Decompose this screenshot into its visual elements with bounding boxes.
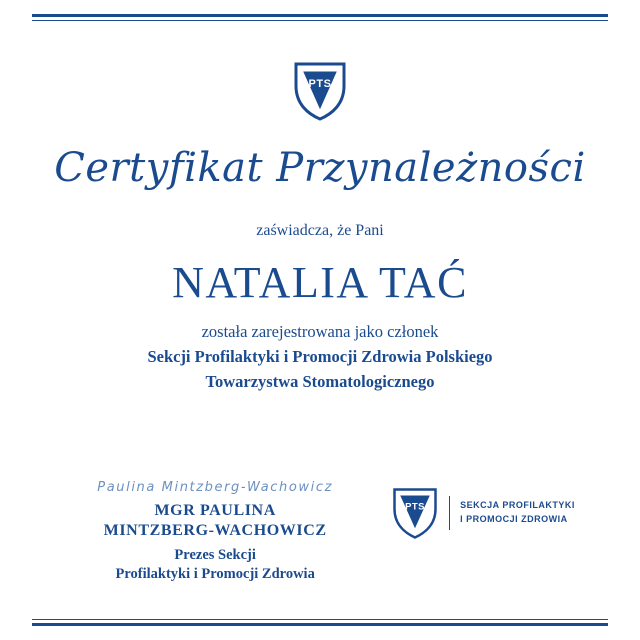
body-line-1: została zarejestrowana jako członek: [201, 322, 439, 342]
pts-triangle-shield-icon: [292, 60, 348, 122]
signer-name: [65, 501, 365, 541]
organisation-name: [460, 499, 575, 527]
certificate-subtitle: zaświadcza, że Pani: [256, 222, 384, 239]
handwritten-signature: Paulina Mintzberg-Wachowicz: [97, 480, 334, 496]
signer-role-line-1: Prezes Sekcji: [174, 547, 256, 564]
signer-name-line-1: MGR PAULINA: [154, 502, 276, 520]
recipient-name: NATALIA TAĆ: [172, 258, 468, 307]
svg-text:PTS: PTS: [308, 78, 332, 90]
certificate-body: [147, 320, 492, 394]
signer-role-line-2: Profilaktyki i Promocji Zdrowia: [115, 566, 315, 583]
signature-block: [65, 480, 365, 584]
svg-text:PTS: PTS: [405, 501, 425, 513]
pts-triangle-shield-icon-footer: [391, 486, 439, 540]
organisation-name-line-2: I PROMOCJI ZDROWIA: [460, 514, 568, 525]
signer-role: [65, 546, 365, 584]
body-line-3: Towarzystwa Stomatologicznego: [205, 371, 435, 391]
signer-name-line-2: MINTZBERG-WACHOWICZ: [103, 522, 327, 540]
organisation-lockup: [391, 486, 575, 540]
body-line-2: Sekcji Profilaktyki i Promocji Zdrowia Polskiego: [147, 346, 493, 366]
certificate-footer: [0, 480, 640, 584]
organisation-name-line-1: SEKCJA PROFILAKTYKI: [460, 500, 575, 511]
certificate-title: Certyfikat Przynależności: [54, 145, 586, 191]
vertical-divider: [449, 496, 450, 530]
